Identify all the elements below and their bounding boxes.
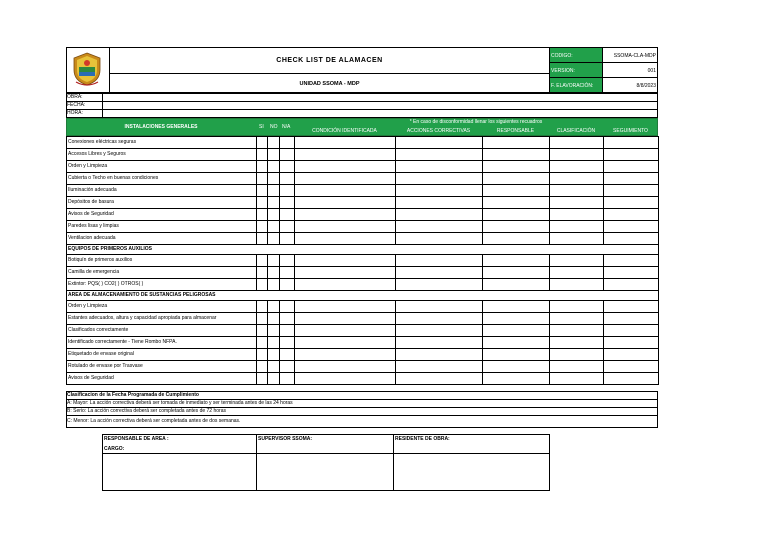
seguimiento-field[interactable] <box>604 279 659 291</box>
si-checkbox[interactable] <box>257 185 268 197</box>
condicion-field[interactable] <box>295 209 396 221</box>
responsable-field[interactable] <box>483 337 550 349</box>
elaboracion-label: F. ELAVORACIÓN: <box>551 83 594 89</box>
responsable-field[interactable] <box>483 373 550 385</box>
seguimiento-field[interactable] <box>604 161 659 173</box>
responsable-field[interactable] <box>483 161 550 173</box>
no-checkbox[interactable] <box>268 349 280 361</box>
item-label: Ventilacion adecuada <box>67 233 257 245</box>
no-checkbox[interactable] <box>268 313 280 325</box>
clasificacion-field[interactable] <box>550 267 604 279</box>
na-checkbox[interactable] <box>280 209 295 221</box>
table-row <box>67 149 659 161</box>
header-condicion: CONDICIÓN IDENTIFICADA <box>312 128 377 134</box>
elaboracion-value: 8/8/2023 <box>636 83 656 89</box>
clasificacion-field[interactable] <box>550 349 604 361</box>
seguimiento-field[interactable] <box>604 173 659 185</box>
hora-label: HORA: <box>67 110 83 116</box>
table-row <box>67 361 659 373</box>
clasificacion-field[interactable] <box>550 279 604 291</box>
condicion-field[interactable] <box>295 267 396 279</box>
header-instalaciones: INSTALACIONES GENERALES <box>124 124 198 130</box>
no-checkbox[interactable] <box>268 209 280 221</box>
no-checkbox[interactable] <box>268 325 280 337</box>
clasificacion-field[interactable] <box>550 161 604 173</box>
condicion-field[interactable] <box>295 313 396 325</box>
item-label: Paredes lisas y limpias <box>67 221 257 233</box>
clasificacion-field[interactable] <box>550 301 604 313</box>
no-checkbox[interactable] <box>268 301 280 313</box>
no-checkbox[interactable] <box>268 185 280 197</box>
na-checkbox[interactable] <box>280 149 295 161</box>
condicion-field[interactable] <box>295 149 396 161</box>
table-row <box>67 301 659 313</box>
codigo-value: SSOMA-CLA-MDP <box>613 53 656 59</box>
no-checkbox[interactable] <box>268 337 280 349</box>
legend-b: B: Serio: La acción correctiva deberá ser completada antes de 72 horas <box>67 408 226 414</box>
table-row <box>67 255 659 267</box>
no-checkbox[interactable] <box>268 221 280 233</box>
signature-supervisor-box[interactable] <box>256 453 394 491</box>
clasificacion-field[interactable] <box>550 185 604 197</box>
item-label: Iluminación adecuada <box>67 185 257 197</box>
seguimiento-field[interactable] <box>604 149 659 161</box>
item-label: Extintor: PQS( ) CO2( ) OTROS( ) <box>67 279 257 291</box>
header-nonconformity-note: * En caso de disconformidad llenar los siguientes recuadros <box>409 119 543 125</box>
table-row <box>67 313 659 325</box>
clasificacion-field[interactable] <box>550 209 604 221</box>
acciones-field[interactable] <box>396 325 483 337</box>
header-responsable: RESPONSABLE <box>496 128 535 134</box>
acciones-field[interactable] <box>396 197 483 209</box>
header-acciones: ACCIONES CORRECTIVAS <box>406 128 471 134</box>
responsable-field[interactable] <box>483 301 550 313</box>
acciones-field[interactable] <box>396 209 483 221</box>
na-checkbox[interactable] <box>280 373 295 385</box>
responsable-field[interactable] <box>483 325 550 337</box>
si-checkbox[interactable] <box>257 361 268 373</box>
seguimiento-field[interactable] <box>604 361 659 373</box>
acciones-field[interactable] <box>396 137 483 149</box>
item-label: Cubierta o Techo en buenas condiciones <box>67 173 257 185</box>
section-row <box>67 245 659 255</box>
clasificacion-field[interactable] <box>550 373 604 385</box>
signature-responsable-label: RESPONSABLE DE AREA : <box>104 436 169 442</box>
si-checkbox[interactable] <box>257 279 268 291</box>
municipal-seal-logo <box>72 52 102 86</box>
header-si: SI <box>259 124 264 130</box>
condicion-field[interactable] <box>295 197 396 209</box>
responsable-field[interactable] <box>483 361 550 373</box>
checklist-table <box>66 136 659 385</box>
page-title: CHECK LIST DE ALAMACEN <box>276 57 383 64</box>
clasificacion-field[interactable] <box>550 173 604 185</box>
responsable-field[interactable] <box>483 233 550 245</box>
na-checkbox[interactable] <box>280 221 295 233</box>
legend-title: Clasificacion de la Fecha Programada de Cumplimiento <box>67 392 199 398</box>
signature-residente-label: RESIDENTE DE OBRA: <box>395 436 450 442</box>
na-checkbox[interactable] <box>280 337 295 349</box>
condicion-field[interactable] <box>295 137 396 149</box>
no-checkbox[interactable] <box>268 137 280 149</box>
si-checkbox[interactable] <box>257 221 268 233</box>
item-label: Estantes adecuados, altura y capacidad apropiada para almacenar <box>67 313 257 325</box>
na-checkbox[interactable] <box>280 185 295 197</box>
obra-label: OBRA: <box>67 94 83 100</box>
acciones-field[interactable] <box>396 313 483 325</box>
si-checkbox[interactable] <box>257 255 268 267</box>
si-checkbox[interactable] <box>257 373 268 385</box>
section-heading: EQUIPOS DE PRIMEROS AUXILIOS <box>67 245 659 255</box>
si-checkbox[interactable] <box>257 149 268 161</box>
version-value: 001 <box>647 68 656 74</box>
header-no: NO <box>270 124 278 130</box>
acciones-field[interactable] <box>396 279 483 291</box>
item-label: Identificado correctamente - Tiene Rombo NFPA. <box>67 337 257 349</box>
si-checkbox[interactable] <box>257 349 268 361</box>
header-na: N/A <box>282 124 291 130</box>
item-label: Avisos de Seguridad <box>67 209 257 221</box>
item-label: Botiquín de primeros auxilios <box>67 255 257 267</box>
acciones-field[interactable] <box>396 267 483 279</box>
responsable-field[interactable] <box>483 221 550 233</box>
section-heading: AREA DE ALMACENAMIENTO DE SUSTANCIAS PELIGROSAS <box>67 291 659 301</box>
no-checkbox[interactable] <box>268 373 280 385</box>
na-checkbox[interactable] <box>280 137 295 149</box>
clasificacion-field[interactable] <box>550 313 604 325</box>
responsable-field[interactable] <box>483 255 550 267</box>
table-row <box>67 173 659 185</box>
seguimiento-field[interactable] <box>604 267 659 279</box>
na-checkbox[interactable] <box>280 361 295 373</box>
acciones-field[interactable] <box>396 161 483 173</box>
si-checkbox[interactable] <box>257 209 268 221</box>
item-label: Camilla de emergencia <box>67 267 257 279</box>
table-row <box>67 233 659 245</box>
item-label: Rotulado de envase por Trasvase <box>67 361 257 373</box>
no-checkbox[interactable] <box>268 149 280 161</box>
no-checkbox[interactable] <box>268 361 280 373</box>
na-checkbox[interactable] <box>280 267 295 279</box>
si-checkbox[interactable] <box>257 137 268 149</box>
seguimiento-field[interactable] <box>604 373 659 385</box>
na-checkbox[interactable] <box>280 301 295 313</box>
seguimiento-field[interactable] <box>604 349 659 361</box>
table-row <box>67 279 659 291</box>
item-label: Conexiones eléctricas seguras <box>67 137 257 149</box>
condicion-field[interactable] <box>295 233 396 245</box>
condicion-field[interactable] <box>295 337 396 349</box>
responsable-field[interactable] <box>483 173 550 185</box>
responsable-field[interactable] <box>483 349 550 361</box>
seguimiento-field[interactable] <box>604 301 659 313</box>
clasificacion-field[interactable] <box>550 197 604 209</box>
na-checkbox[interactable] <box>280 313 295 325</box>
seguimiento-field[interactable] <box>604 325 659 337</box>
acciones-field[interactable] <box>396 349 483 361</box>
table-row <box>67 325 659 337</box>
condicion-field[interactable] <box>295 349 396 361</box>
seguimiento-field[interactable] <box>604 137 659 149</box>
no-checkbox[interactable] <box>268 173 280 185</box>
table-row <box>67 185 659 197</box>
acciones-field[interactable] <box>396 337 483 349</box>
item-label: Orden y Limpieza <box>67 301 257 313</box>
si-checkbox[interactable] <box>257 301 268 313</box>
item-label: Depósitos de basura <box>67 197 257 209</box>
acciones-field[interactable] <box>396 185 483 197</box>
fecha-label: FECHA: <box>67 102 86 108</box>
seguimiento-field[interactable] <box>604 337 659 349</box>
si-checkbox[interactable] <box>257 173 268 185</box>
version-label: VERSION: <box>551 68 575 74</box>
item-label: Clasificados correctamente <box>67 325 257 337</box>
condicion-field[interactable] <box>295 221 396 233</box>
table-row <box>67 209 659 221</box>
clasificacion-field[interactable] <box>550 337 604 349</box>
na-checkbox[interactable] <box>280 233 295 245</box>
si-checkbox[interactable] <box>257 267 268 279</box>
acciones-field[interactable] <box>396 361 483 373</box>
seguimiento-field[interactable] <box>604 233 659 245</box>
responsable-field[interactable] <box>483 185 550 197</box>
condicion-field[interactable] <box>295 185 396 197</box>
na-checkbox[interactable] <box>280 279 295 291</box>
clasificacion-field[interactable] <box>550 255 604 267</box>
table-row <box>67 197 659 209</box>
responsable-field[interactable] <box>483 149 550 161</box>
header-clasificacion: CLASIFICACIÓN <box>556 128 596 134</box>
acciones-field[interactable] <box>396 173 483 185</box>
responsable-field[interactable] <box>483 279 550 291</box>
na-checkbox[interactable] <box>280 325 295 337</box>
acciones-field[interactable] <box>396 233 483 245</box>
na-checkbox[interactable] <box>280 349 295 361</box>
table-row <box>67 221 659 233</box>
item-label: Orden y Limpieza <box>67 161 257 173</box>
seguimiento-field[interactable] <box>604 209 659 221</box>
responsable-field[interactable] <box>483 313 550 325</box>
no-checkbox[interactable] <box>268 255 280 267</box>
no-checkbox[interactable] <box>268 279 280 291</box>
item-label: Etiquetado de envase original <box>67 349 257 361</box>
acciones-field[interactable] <box>396 149 483 161</box>
hora-row <box>66 109 658 118</box>
legend-c: C: Menor: La acción correctiva deberá ser completada antes de dos semanas. <box>67 418 241 424</box>
table-row <box>67 267 659 279</box>
no-checkbox[interactable] <box>268 197 280 209</box>
legend-a: A: Mayor: La acción correctiva deberá ser tomada de inmediato y ser terminada antes de las 24 horas <box>67 400 293 406</box>
condicion-field[interactable] <box>295 301 396 313</box>
na-checkbox[interactable] <box>280 161 295 173</box>
condicion-field[interactable] <box>295 373 396 385</box>
si-checkbox[interactable] <box>257 337 268 349</box>
clasificacion-field[interactable] <box>550 325 604 337</box>
table-row <box>67 337 659 349</box>
si-checkbox[interactable] <box>257 233 268 245</box>
table-row <box>67 349 659 361</box>
no-checkbox[interactable] <box>268 161 280 173</box>
condicion-field[interactable] <box>295 173 396 185</box>
condicion-field[interactable] <box>295 361 396 373</box>
condicion-field[interactable] <box>295 279 396 291</box>
na-checkbox[interactable] <box>280 255 295 267</box>
page-subtitle: UNIDAD SSOMA - MDP <box>299 81 360 87</box>
si-checkbox[interactable] <box>257 197 268 209</box>
clasificacion-field[interactable] <box>550 149 604 161</box>
responsable-field[interactable] <box>483 197 550 209</box>
si-checkbox[interactable] <box>257 313 268 325</box>
clasificacion-field[interactable] <box>550 221 604 233</box>
condicion-field[interactable] <box>295 325 396 337</box>
na-checkbox[interactable] <box>280 173 295 185</box>
acciones-field[interactable] <box>396 221 483 233</box>
header-seguimiento: SEGUIMIENTO <box>613 128 648 134</box>
responsable-field[interactable] <box>483 209 550 221</box>
signature-supervisor-label: SUPERVISOR SSOMA: <box>258 436 313 442</box>
seguimiento-field[interactable] <box>604 255 659 267</box>
acciones-field[interactable] <box>396 373 483 385</box>
table-row <box>67 373 659 385</box>
signature-cargo-label: CARGO: <box>104 446 125 452</box>
clasificacion-field[interactable] <box>550 137 604 149</box>
codigo-label: CODIGO: <box>551 53 573 59</box>
signature-responsable-box[interactable] <box>102 453 257 491</box>
item-label: Avisos de Seguridad <box>67 373 257 385</box>
signature-residente-box[interactable] <box>393 453 550 491</box>
seguimiento-field[interactable] <box>604 221 659 233</box>
seguimiento-field[interactable] <box>604 185 659 197</box>
seguimiento-field[interactable] <box>604 313 659 325</box>
condicion-field[interactable] <box>295 161 396 173</box>
clasificacion-field[interactable] <box>550 361 604 373</box>
no-checkbox[interactable] <box>268 233 280 245</box>
table-row <box>67 161 659 173</box>
responsable-field[interactable] <box>483 137 550 149</box>
si-checkbox[interactable] <box>257 325 268 337</box>
na-checkbox[interactable] <box>280 197 295 209</box>
acciones-field[interactable] <box>396 301 483 313</box>
acciones-field[interactable] <box>396 255 483 267</box>
clasificacion-field[interactable] <box>550 233 604 245</box>
seguimiento-field[interactable] <box>604 197 659 209</box>
si-checkbox[interactable] <box>257 161 268 173</box>
item-label: Accesos Libres y Seguros <box>67 149 257 161</box>
table-row <box>67 137 659 149</box>
section-row <box>67 291 659 301</box>
responsable-field[interactable] <box>483 267 550 279</box>
no-checkbox[interactable] <box>268 267 280 279</box>
condicion-field[interactable] <box>295 255 396 267</box>
